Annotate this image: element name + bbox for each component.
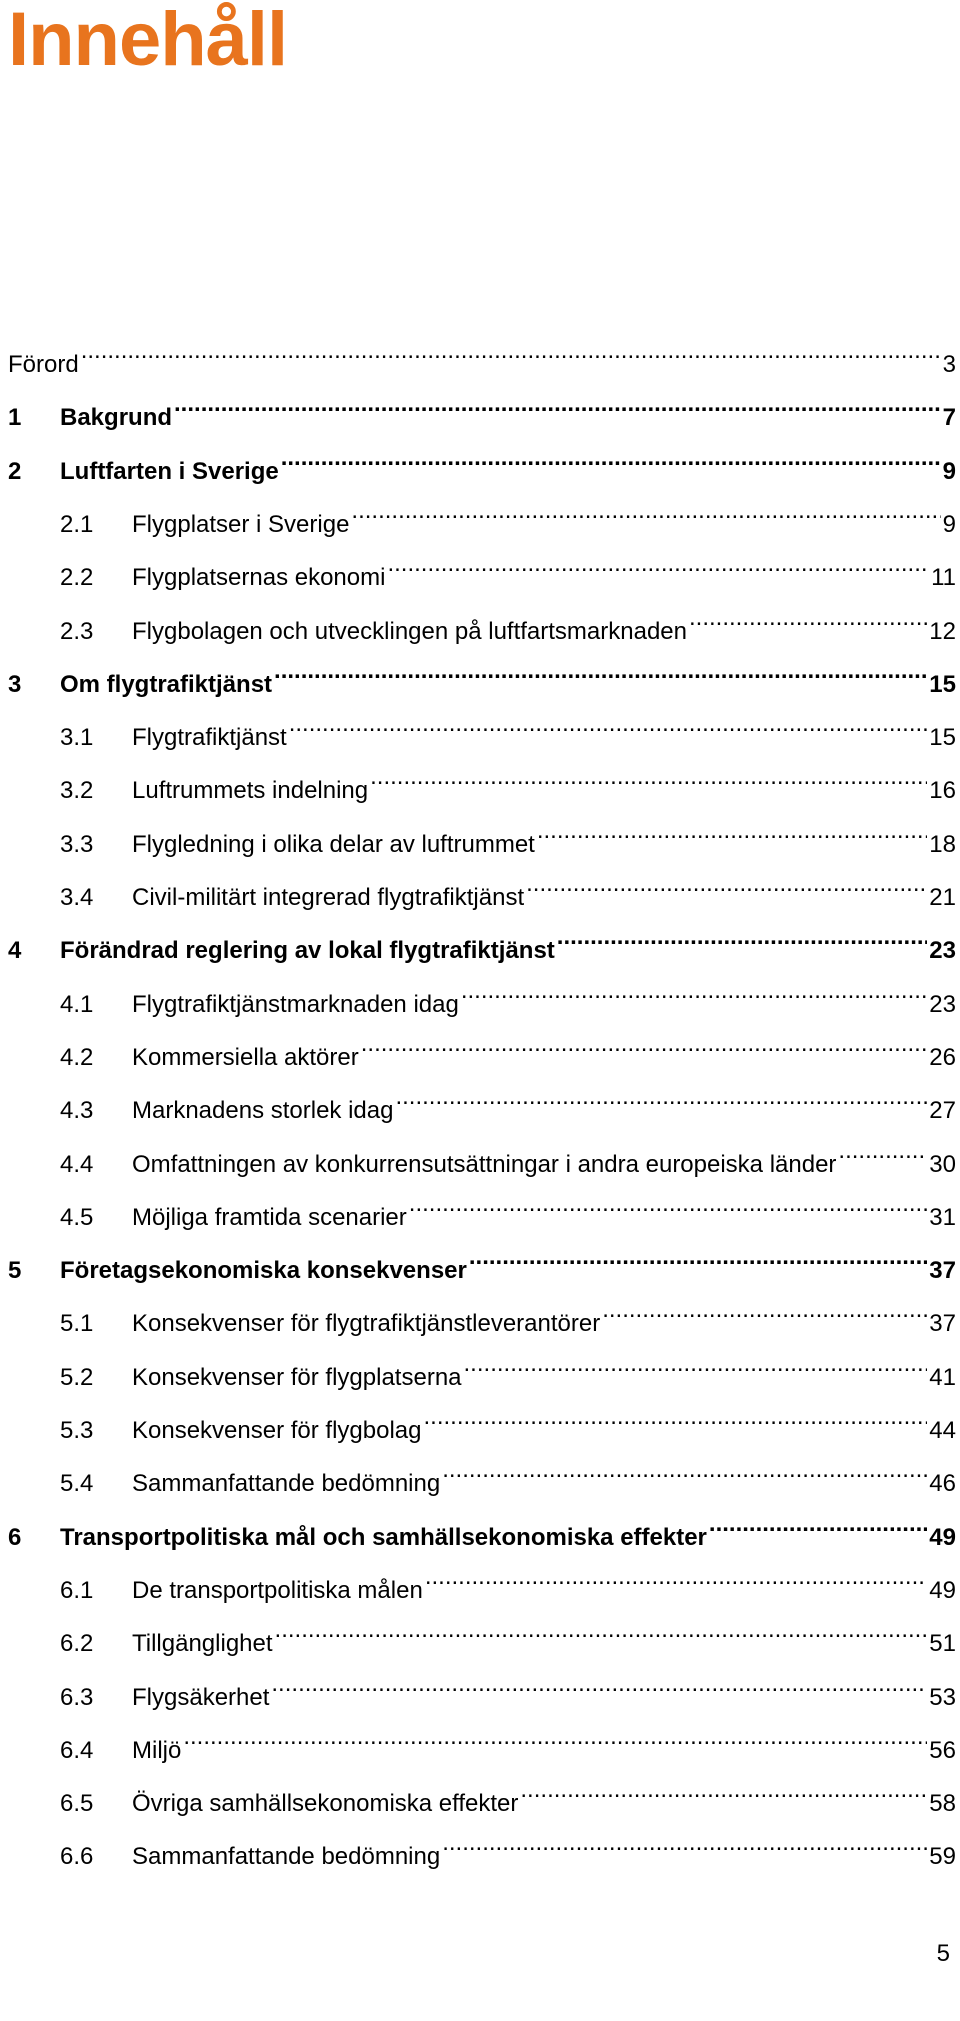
toc-entry[interactable] [8,545,956,591]
toc-entry-number: 4.2 [60,1044,94,1071]
toc-entry[interactable] [8,1451,956,1497]
toc-entry-label: De transportpolitiska målen [132,1577,423,1604]
toc-entry[interactable] [8,705,956,751]
toc-entry-label: Luftfarten i Sverige [60,458,279,485]
toc-entry-number: 6.5 [60,1790,94,1817]
toc-entry-label: Flygsäkerhet [132,1684,270,1711]
toc-entry-number: 2.1 [60,511,94,538]
toc-entry-page: 30 [929,1151,956,1178]
toc-entry-page: 49 [929,1577,956,1604]
toc-dot-leader [174,385,941,425]
toc-entry[interactable] [8,1345,956,1391]
toc-entry-page: 9 [942,458,956,485]
toc-dot-leader [537,812,927,852]
toc-entry-label: Sammanfattande bedömning [132,1470,441,1497]
toc-entry-number: 2 [8,458,22,485]
toc-entry-label: Kommersiella aktörer [132,1044,359,1071]
toc-dot-leader [395,1078,927,1118]
toc-entry-page: 7 [942,404,956,431]
toc-dot-leader [361,1025,928,1065]
toc-entry-label: Bakgrund [60,404,173,431]
toc-entry[interactable] [8,918,956,964]
toc-entry[interactable] [8,1398,956,1444]
toc-entry-label: Företagsekonomiska konsekvenser [60,1257,467,1284]
toc-entry-number: 4.5 [60,1204,94,1231]
toc-entry[interactable] [8,972,956,1018]
toc-entry-label: Konsekvenser för flygbolag [132,1417,422,1444]
toc-entry[interactable] [8,1665,956,1711]
toc-entry-page: 16 [929,777,956,804]
toc-entry-label: Flygplatser i Sverige [132,511,350,538]
toc-entry[interactable] [8,1185,956,1231]
toc-entry-label: Flygtrafiktjänstmarknaden idag [132,991,459,1018]
toc-entry-label: Flygledning i olika delar av luftrummet [132,831,535,858]
toc-entry[interactable] [8,332,956,378]
toc-dot-leader [461,972,927,1012]
toc-entry-page: 53 [929,1684,956,1711]
toc-entry-label: Flygbolagen och utvecklingen på luftfartsmarknaden [132,618,687,645]
toc-entry-number: 3.4 [60,884,94,911]
toc-dot-leader [370,758,927,798]
toc-entry-number: 3.2 [60,777,94,804]
toc-entry-page: 44 [929,1417,956,1444]
toc-entry-page: 59 [929,1843,956,1870]
toc-dot-leader [838,1132,927,1172]
toc-entry-page: 15 [929,671,956,698]
toc-dot-leader [709,1505,927,1545]
toc-entry-number: 5.1 [60,1310,94,1337]
toc-entry-label: Konsekvenser för flygtrafiktjänstleverantörer [132,1310,601,1337]
toc-entry-page: 21 [929,884,956,911]
toc-entry-page: 27 [929,1097,956,1124]
toc-entry-label: Om flygtrafiktjänst [60,671,273,698]
toc-dot-leader [271,1665,927,1705]
toc-entry-label: Sammanfattande bedömning [132,1843,441,1870]
toc-entry[interactable] [8,1558,956,1604]
toc-entry-number: 5 [8,1257,22,1284]
toc-entry[interactable] [8,1132,956,1178]
footer-page-number: 5 [936,1940,950,1967]
toc-entry-number: 6.2 [60,1630,94,1657]
toc-entry-label: Flygtrafiktjänst [132,724,287,751]
toc-dot-leader [81,332,941,372]
toc-entry-page: 46 [929,1470,956,1497]
toc-entry-number: 3 [8,671,22,698]
toc-entry-label: Tillgänglighet [132,1630,273,1657]
toc-entry-number: 6.3 [60,1684,94,1711]
toc-dot-leader [557,918,928,958]
toc-entry[interactable] [8,652,956,698]
toc-entry-number: 6.4 [60,1737,94,1764]
toc-entry-label: Marknadens storlek idag [132,1097,394,1124]
toc-entry-page: 51 [929,1630,956,1657]
toc-entry-number: 6.1 [60,1577,94,1604]
toc-dot-leader [183,1718,927,1758]
toc-entry[interactable] [8,1505,956,1551]
toc-entry-label: Konsekvenser för flygplatserna [132,1364,462,1391]
toc-dot-leader [526,865,927,905]
toc-entry-page: 37 [929,1257,956,1284]
toc-entry-page: 23 [929,991,956,1018]
toc-entry-label: Omfattningen av konkurrensutsättningar i andra europeiska länder [132,1151,837,1178]
toc-dot-leader [442,1451,927,1491]
toc-entry-number: 4.4 [60,1151,94,1178]
toc-entry[interactable] [8,865,956,911]
toc-entry-page: 18 [929,831,956,858]
toc-entry-label: Förändrad reglering av lokal flygtrafiktjänst [60,937,555,964]
toc-entry-page: 58 [929,1790,956,1817]
toc-entry-page: 15 [929,724,956,751]
toc-dot-leader [281,439,941,479]
toc-entry-label: Övriga samhällsekonomiska effekter [132,1790,519,1817]
toc-entry[interactable] [8,492,956,538]
toc-dot-leader [387,545,929,585]
toc-entry-label: Miljö [132,1737,182,1764]
toc-entry-number: 4.3 [60,1097,94,1124]
toc-dot-leader [464,1345,928,1385]
toc-entry-page: 49 [929,1524,956,1551]
toc-entry-number: 4 [8,937,22,964]
toc-entry-page: 9 [942,511,956,538]
toc-entry-page: 56 [929,1737,956,1764]
toc-entry-label: Transportpolitiska mål och samhällsekonomiska effekter [60,1524,707,1551]
toc-entry[interactable] [8,812,956,858]
toc-entry-page: 3 [942,351,956,378]
toc-entry-label: Möjliga framtida scenarier [132,1204,407,1231]
toc-entry[interactable] [8,385,956,431]
toc-entry-page: 41 [929,1364,956,1391]
toc-entry[interactable] [8,439,956,485]
toc-dot-leader [424,1398,928,1438]
toc-entry-number: 2.3 [60,618,94,645]
toc-entry-label: Förord [8,351,79,378]
toc-dot-leader [520,1771,927,1811]
toc-dot-leader [409,1185,928,1225]
toc-entry-number: 2.2 [60,564,94,591]
toc-dot-leader [689,599,927,639]
toc-entry-label: Civil-militärt integrerad flygtrafiktjänst [132,884,525,911]
toc-dot-leader [469,1238,927,1278]
toc-entry[interactable] [8,1611,956,1657]
toc-entry[interactable] [8,1291,956,1337]
toc-entry[interactable] [8,1025,956,1071]
toc-dot-leader [442,1824,927,1864]
toc-entry-number: 1 [8,404,22,431]
toc-dot-leader [274,652,927,692]
toc-entry-number: 3.3 [60,831,94,858]
page-title: Innehåll [8,0,288,82]
toc-dot-leader [351,492,940,532]
toc-dot-leader [289,705,928,745]
toc-entry-number: 6 [8,1524,22,1551]
toc-dot-leader [275,1611,928,1651]
toc-entry-label: Luftrummets indelning [132,777,369,804]
toc-entry-number: 5.4 [60,1470,94,1497]
toc-entry-number: 5.2 [60,1364,94,1391]
toc-entry[interactable] [8,1238,956,1284]
toc-entry-page: 12 [929,618,956,645]
toc-dot-leader [425,1558,927,1598]
toc-entry-page: 23 [929,937,956,964]
toc-entry-number: 5.3 [60,1417,94,1444]
toc-entry-page: 11 [931,564,956,591]
toc-dot-leader [602,1291,927,1331]
toc-entry[interactable] [8,1824,956,1870]
toc-entry-page: 37 [929,1310,956,1337]
toc-entry[interactable] [8,1078,956,1124]
toc-entry-page: 31 [929,1204,956,1231]
toc-entry[interactable] [8,1718,956,1764]
toc-entry[interactable] [8,599,956,645]
toc-entry-number: 6.6 [60,1843,94,1870]
toc-entry[interactable] [8,758,956,804]
toc-entry-page: 26 [929,1044,956,1071]
toc-entry-number: 3.1 [60,724,94,751]
toc-entry-label: Flygplatsernas ekonomi [132,564,386,591]
toc-entry-number: 4.1 [60,991,94,1018]
toc-entry[interactable] [8,1771,956,1817]
